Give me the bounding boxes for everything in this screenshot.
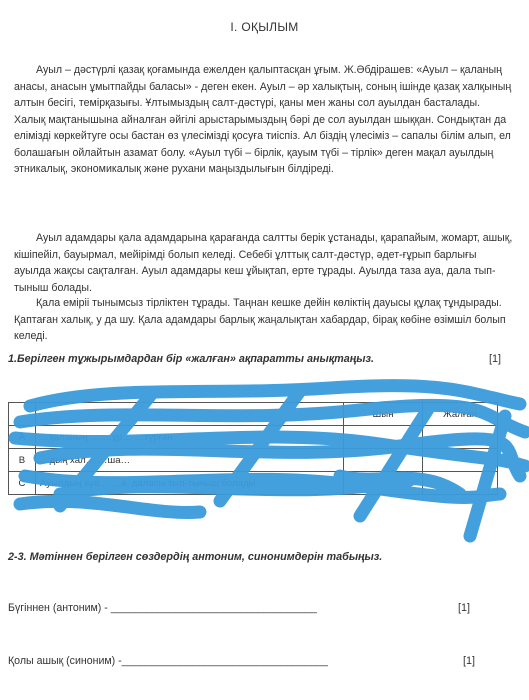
row-letter: B xyxy=(9,449,36,472)
row-true-cell[interactable] xyxy=(344,426,423,449)
header-cell xyxy=(9,403,36,426)
answer-antonym-line[interactable]: Бүгіннен (антоним) - ___________________________________ xyxy=(8,602,317,614)
answer-synonym-line[interactable]: Қолы ашық (синоним) -___________________________________ xyxy=(8,655,328,667)
row-letter: A xyxy=(9,426,36,449)
answer-antonym-mark: [1] xyxy=(458,602,471,614)
row-true-cell[interactable] xyxy=(344,449,423,472)
paragraph-3: Қала еміріі тынымсыз тірліктен тұрады. Таңнан кешке дейін көліктің дауысы құлақ тұндырады. Қаптаған халық, у да шу. Қала адамдары барлық жаңалықтан хабардар, бірақ көбіне өзімшіл болып келеді. xyxy=(14,297,506,342)
row-false-cell[interactable] xyxy=(423,472,498,495)
answer-synonym-mark: [1] xyxy=(463,655,476,667)
paragraph-1: Ауыл – дәстүрлі қазақ қоғамында ежелден қалыптасқан ұғым. Ж.Әбдірашев: «Ауыл – қаланың анасы, анасын ұмытпайды баласы» - деген екен. Ауыл – әр халықтың, соның ішінде қазақ халқының алтын бесігі, темірқазығы. Ұлтымыздың салт-дәстүрі, қаны мен жаны сол ауылдан басталады. Халық мақтанышына айналған әйгілі арыстарымыздың бәрі де сол ауылдан шыққан. Сондықтан да елімізді көркейтуге осы бастан өз үлесімізді қосуға тиіспіз. Ал біздің үлесіміз – сапалы білім алып, ел болашағын ойлайтын азамат болу. «Ауыл түбі – бірлік, қауым түбі – тірлік» деген мақал ауылдың этникалық, экономикалық және рухани маңыздылығын білдіреді. xyxy=(14,64,512,175)
row-true-cell[interactable] xyxy=(344,472,423,495)
section-title: I. ОҚЫЛЫМ xyxy=(230,20,299,34)
header-false: Жалған xyxy=(423,403,498,426)
table-header-row xyxy=(9,403,498,426)
header-true: Шын xyxy=(344,403,423,426)
row-false-cell[interactable] xyxy=(423,426,498,449)
row-false-cell[interactable] xyxy=(423,449,498,472)
question-1-text: 1.Берілген тұжырымдардан бір «жалған» ақпаратты анықтаңыз. xyxy=(8,353,375,365)
row-statement: …дың хал… …ша… xyxy=(36,449,344,472)
table-row xyxy=(9,449,498,472)
row-statement: Ауылдың ауа… …а, даласы тып-тыныш болады. xyxy=(36,472,344,495)
paragraph-2: Ауыл адамдары қала адамдарына қарағанда салтты берік ұстанады, қарапайым, жомарт, ашық, кішіпейіл, бауырмал, мейірімді болып келеді. Себебі ұлттық салт-дәстүр, әдет-ғұрып барлығы ауылда жақсы сақталған. Ауыл адамдары кеш ұйықтап, ерте тұрады. Ауылда таза ауа, дала тып-тыныш болады. xyxy=(14,232,513,294)
table-row xyxy=(9,472,498,495)
row-letter: C xyxy=(9,472,36,495)
header-cell xyxy=(36,403,344,426)
table-row xyxy=(9,426,498,449)
true-false-table xyxy=(8,402,498,495)
row-statement: …қаланың … …ұр… …түрған xyxy=(36,426,344,449)
question-23-text: 2-3. Мәтіннен берілген сөздердің антоним, синонимдерін табыңыз. xyxy=(8,551,383,563)
question-1-mark: [1] xyxy=(489,353,502,365)
